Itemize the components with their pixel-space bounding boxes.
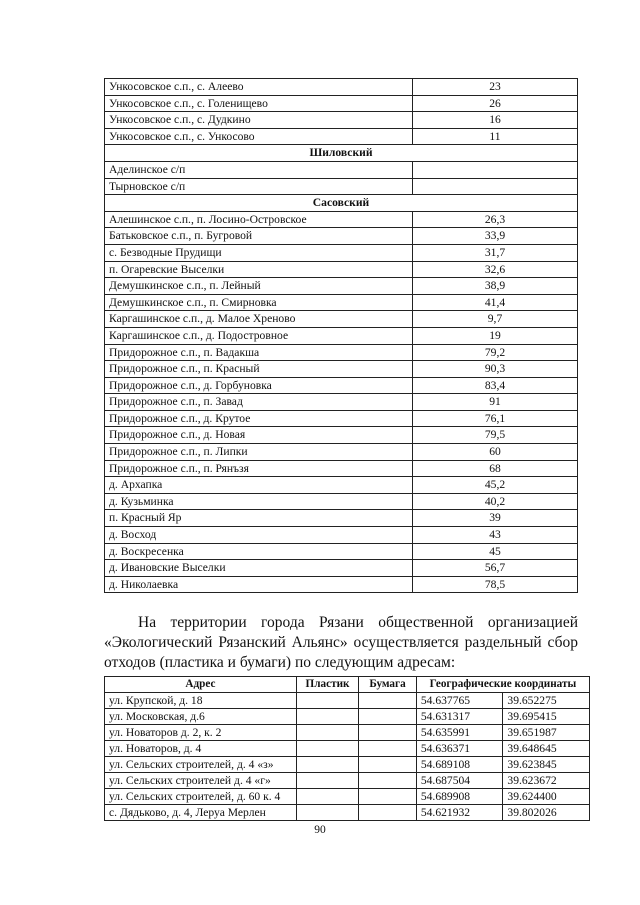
settlement-value: 45,2 (413, 477, 578, 494)
table-row (105, 757, 590, 773)
table-row (105, 444, 578, 461)
table-row (105, 79, 578, 96)
settlement-name: Придорожное с.п., д. Крутое (105, 410, 413, 427)
longitude-cell: 39.648645 (503, 741, 590, 757)
settlement-value: 90,3 (413, 361, 578, 378)
longitude-cell: 39.802026 (503, 805, 590, 821)
table-row (105, 725, 590, 741)
paper-cell (359, 709, 417, 725)
table-row (105, 228, 578, 245)
settlement-name: с. Безводные Прудищи (105, 244, 413, 261)
table-row (105, 377, 578, 394)
table-row (105, 327, 578, 344)
settlement-value: 43 (413, 527, 578, 544)
settlement-value (413, 178, 578, 195)
plastic-cell (296, 693, 358, 709)
table-row (105, 261, 578, 278)
table-row (105, 344, 578, 361)
table-row (105, 95, 578, 112)
settlement-value: 23 (413, 79, 578, 96)
settlement-name: Алешинское с.п., п. Лосино-Островское (105, 211, 413, 228)
paper-cell (359, 725, 417, 741)
latitude-cell: 54.636371 (416, 741, 503, 757)
table-row (105, 527, 578, 544)
header-plastic: Пластик (296, 677, 358, 693)
settlement-value: 38,9 (413, 278, 578, 295)
table-row (105, 278, 578, 295)
address-cell: ул. Новаторов, д. 4 (105, 741, 297, 757)
settlement-name: д. Ивановские Выселки (105, 560, 413, 577)
table-row (105, 789, 590, 805)
settlement-value: 78,5 (413, 576, 578, 593)
settlement-name: Придорожное с.п., п. Вадакша (105, 344, 413, 361)
settlement-name: д. Восход (105, 527, 413, 544)
section-row (105, 145, 578, 162)
paper-cell (359, 773, 417, 789)
table-row (105, 427, 578, 444)
settlement-name: д. Николаевка (105, 576, 413, 593)
address-cell: ул. Сельских строителей, д. 4 «з» (105, 757, 297, 773)
settlement-value: 33,9 (413, 228, 578, 245)
collection-points-table (104, 676, 590, 821)
settlement-value: 26 (413, 95, 578, 112)
address-cell: с. Дядьково, д. 4, Леруа Мерлен (105, 805, 297, 821)
settlement-value: 19 (413, 327, 578, 344)
latitude-cell: 54.687504 (416, 773, 503, 789)
settlement-name: Ункосовское с.п., с. Дудкино (105, 112, 413, 129)
section-title: Сасовский (105, 195, 578, 212)
settlement-name: Придорожное с.п., п. Завад (105, 394, 413, 411)
table-row (105, 493, 578, 510)
separate-collection-paragraph: На территории города Рязани общественной организацией «Экологический Рязанский Альянс» осуществляется раздельный сбор отходов (пластика и бумаги) по следующим адресам: (104, 614, 578, 671)
settlement-name: Каргашинское с.п., д. Подостровное (105, 327, 413, 344)
paper-cell (359, 757, 417, 773)
collection-table-header (105, 677, 590, 693)
settlement-name: д. Кузьминка (105, 493, 413, 510)
latitude-cell: 54.637765 (416, 693, 503, 709)
latitude-cell: 54.635991 (416, 725, 503, 741)
settlement-value: 76,1 (413, 410, 578, 427)
longitude-cell: 39.623672 (503, 773, 590, 789)
settlement-value: 26,3 (413, 211, 578, 228)
settlement-name: Каргашинское с.п., д. Малое Хреново (105, 311, 413, 328)
latitude-cell: 54.621932 (416, 805, 503, 821)
settlement-value: 79,2 (413, 344, 578, 361)
settlement-value: 41,4 (413, 294, 578, 311)
table-row (105, 460, 578, 477)
page-number: 90 (314, 824, 326, 836)
latitude-cell: 54.631317 (416, 709, 503, 725)
section-title: Шиловский (105, 145, 578, 162)
settlement-name: д. Воскресенка (105, 543, 413, 560)
longitude-cell: 39.624400 (503, 789, 590, 805)
settlements-table (104, 78, 578, 593)
settlement-name: Ункосовское с.п., с. Голенищево (105, 95, 413, 112)
settlement-value: 83,4 (413, 377, 578, 394)
settlement-value: 79,5 (413, 427, 578, 444)
header-address: Адрес (105, 677, 297, 693)
settlement-value: 40,2 (413, 493, 578, 510)
settlement-value: 9,7 (413, 311, 578, 328)
settlement-name: Придорожное с.п., п. Рянъзя (105, 460, 413, 477)
table-row (105, 709, 590, 725)
settlement-value: 56,7 (413, 560, 578, 577)
plastic-cell (296, 773, 358, 789)
table-row (105, 576, 578, 593)
latitude-cell: 54.689908 (416, 789, 503, 805)
table-row (105, 128, 578, 145)
table-row (105, 361, 578, 378)
table-row (105, 510, 578, 527)
plastic-cell (296, 741, 358, 757)
settlement-value: 32,6 (413, 261, 578, 278)
paper-cell (359, 693, 417, 709)
paper-cell (359, 805, 417, 821)
settlement-value: 45 (413, 543, 578, 560)
settlement-name: Придорожное с.п., д. Горбуновка (105, 377, 413, 394)
settlement-name: п. Красный Яр (105, 510, 413, 527)
longitude-cell: 39.623845 (503, 757, 590, 773)
table-row (105, 211, 578, 228)
table-row (105, 693, 590, 709)
address-cell: ул. Сельских строителей д. 4 «г» (105, 773, 297, 789)
plastic-cell (296, 805, 358, 821)
settlement-value (413, 161, 578, 178)
settlement-value: 39 (413, 510, 578, 527)
table-row (105, 294, 578, 311)
settlement-name: Аделинское с/п (105, 161, 413, 178)
header-coordinates: Географические координаты (416, 677, 589, 693)
header-paper: Бумага (359, 677, 417, 693)
plastic-cell (296, 709, 358, 725)
settlement-value: 68 (413, 460, 578, 477)
address-cell: ул. Новаторов д. 2, к. 2 (105, 725, 297, 741)
table-row (105, 741, 590, 757)
table-row (105, 560, 578, 577)
paper-cell (359, 741, 417, 757)
settlement-value: 60 (413, 444, 578, 461)
settlement-name: Придорожное с.п., д. Новая (105, 427, 413, 444)
table-row (105, 244, 578, 261)
settlement-name: п. Огаревские Выселки (105, 261, 413, 278)
table-row (105, 178, 578, 195)
paper-cell (359, 789, 417, 805)
latitude-cell: 54.689108 (416, 757, 503, 773)
settlement-name: Ункосовское с.п., с. Алеево (105, 79, 413, 96)
address-cell: ул. Московская, д.6 (105, 709, 297, 725)
settlement-value: 31,7 (413, 244, 578, 261)
table-row (105, 805, 590, 821)
settlement-name: д. Архапка (105, 477, 413, 494)
settlement-name: Демушкинское с.п., п. Лейный (105, 278, 413, 295)
table-row (105, 773, 590, 789)
address-cell: ул. Крупской, д. 18 (105, 693, 297, 709)
settlement-name: Придорожное с.п., п. Липки (105, 444, 413, 461)
settlement-value: 11 (413, 128, 578, 145)
settlement-name: Придорожное с.п., п. Красный (105, 361, 413, 378)
table-row (105, 410, 578, 427)
plastic-cell (296, 789, 358, 805)
table-row (105, 311, 578, 328)
settlement-name: Демушкинское с.п., п. Смирновка (105, 294, 413, 311)
settlement-value: 16 (413, 112, 578, 129)
table-row (105, 477, 578, 494)
plastic-cell (296, 757, 358, 773)
longitude-cell: 39.695415 (503, 709, 590, 725)
settlement-name: Батьковское с.п., п. Бугровой (105, 228, 413, 245)
settlement-name: Тырновское с/п (105, 178, 413, 195)
table-row (105, 543, 578, 560)
table-row (105, 394, 578, 411)
settlement-name: Ункосовское с.п., с. Ункосово (105, 128, 413, 145)
table-row (105, 112, 578, 129)
table-row (105, 161, 578, 178)
longitude-cell: 39.651987 (503, 725, 590, 741)
section-row (105, 195, 578, 212)
address-cell: ул. Сельских строителей, д. 60 к. 4 (105, 789, 297, 805)
plastic-cell (296, 725, 358, 741)
longitude-cell: 39.652275 (503, 693, 590, 709)
settlement-value: 91 (413, 394, 578, 411)
